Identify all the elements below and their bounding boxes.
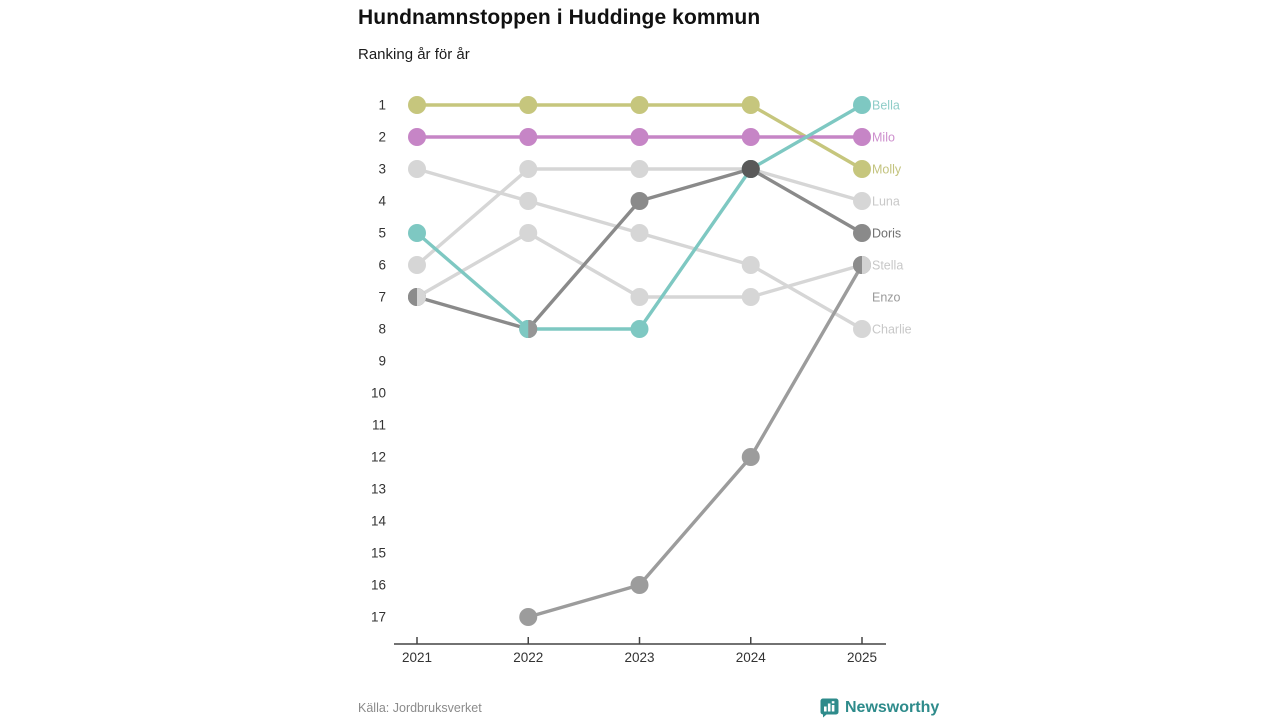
series-label-enzo: Enzo xyxy=(872,290,901,305)
series-dot-molly xyxy=(631,96,649,114)
tie-dot-left-half xyxy=(408,288,417,306)
rank-tick-label: 17 xyxy=(370,609,386,625)
series-line-stella xyxy=(417,233,862,297)
series-dot-doris xyxy=(853,224,871,242)
rank-tick-label: 10 xyxy=(370,385,386,401)
series-dot-stella xyxy=(631,288,649,306)
year-tick-label: 2022 xyxy=(513,650,544,665)
series-dot-molly xyxy=(742,96,760,114)
chart-subtitle: Ranking år för år xyxy=(358,46,470,63)
series-label-bella: Bella xyxy=(872,98,900,113)
series-dot-enzo xyxy=(631,576,649,594)
rank-tick-label: 6 xyxy=(378,257,386,273)
year-tick-label: 2024 xyxy=(735,650,766,665)
series-label-doris: Doris xyxy=(872,226,902,241)
year-tick-label: 2021 xyxy=(401,650,433,665)
series-dot-bella xyxy=(631,320,649,338)
series-label-luna: Luna xyxy=(872,194,900,209)
series-dot-milo xyxy=(853,128,871,146)
series-dot-molly xyxy=(853,160,871,178)
source-note: Källa: Jordbruksverket xyxy=(358,701,482,715)
series-dot-charlie xyxy=(519,192,537,210)
newsworthy-logo-icon xyxy=(820,698,839,718)
rank-tick-label: 15 xyxy=(370,545,386,561)
series-line-luna xyxy=(417,169,862,265)
series-dot-charlie xyxy=(853,320,871,338)
series-label-charlie: Charlie xyxy=(872,322,912,337)
series-dot-enzo xyxy=(742,448,760,466)
rank-tick-label: 5 xyxy=(378,225,386,241)
tie-dot-left-half xyxy=(853,256,862,274)
series-dot-molly xyxy=(519,96,537,114)
series-dot-milo xyxy=(631,128,649,146)
series-dot-enzo xyxy=(519,608,537,626)
series-dot-luna xyxy=(631,160,649,178)
rank-tick-label: 13 xyxy=(370,481,386,497)
rank-tick-label: 16 xyxy=(370,577,386,593)
series-dot-charlie xyxy=(631,224,649,242)
series-dot-molly xyxy=(408,96,426,114)
series-dot-stella xyxy=(742,288,760,306)
series-label-stella: Stella xyxy=(872,258,904,273)
rank-tick-label: 7 xyxy=(378,289,386,305)
series-dot-milo xyxy=(742,128,760,146)
series-dot-stella xyxy=(519,224,537,242)
chart-title: Hundnamnstoppen i Huddinge kommun xyxy=(358,6,761,29)
series-dot-milo xyxy=(519,128,537,146)
brand-lockup xyxy=(820,698,939,718)
series-dot-doris xyxy=(631,192,649,210)
rank-tick-label: 14 xyxy=(370,513,386,529)
rank-tick-label: 3 xyxy=(378,161,386,177)
rank-tick-label: 8 xyxy=(378,321,386,337)
tie-dot-solid xyxy=(742,160,760,178)
brand-name: Newsworthy xyxy=(845,699,940,716)
series-dot-milo xyxy=(408,128,426,146)
series-dot-luna xyxy=(519,160,537,178)
series-label-molly: Molly xyxy=(872,162,902,177)
series-dot-charlie xyxy=(742,256,760,274)
rank-tick-label: 11 xyxy=(371,417,386,433)
rank-tick-label: 12 xyxy=(370,449,386,465)
year-tick-label: 2023 xyxy=(624,650,655,665)
rank-tick-label: 4 xyxy=(378,193,386,209)
series-dot-luna xyxy=(853,192,871,210)
rank-tick-label: 1 xyxy=(378,97,386,113)
tie-dot-right-half xyxy=(862,256,871,274)
series-dot-charlie xyxy=(408,160,426,178)
rank-tick-label: 2 xyxy=(378,129,386,145)
series-dot-luna xyxy=(408,256,426,274)
series-dot-bella xyxy=(853,96,871,114)
series-line-enzo xyxy=(528,265,862,617)
series-dot-bella xyxy=(408,224,426,242)
series-label-milo: Milo xyxy=(872,130,895,145)
rank-tick-label: 9 xyxy=(378,353,386,369)
year-tick-label: 2025 xyxy=(846,650,878,665)
